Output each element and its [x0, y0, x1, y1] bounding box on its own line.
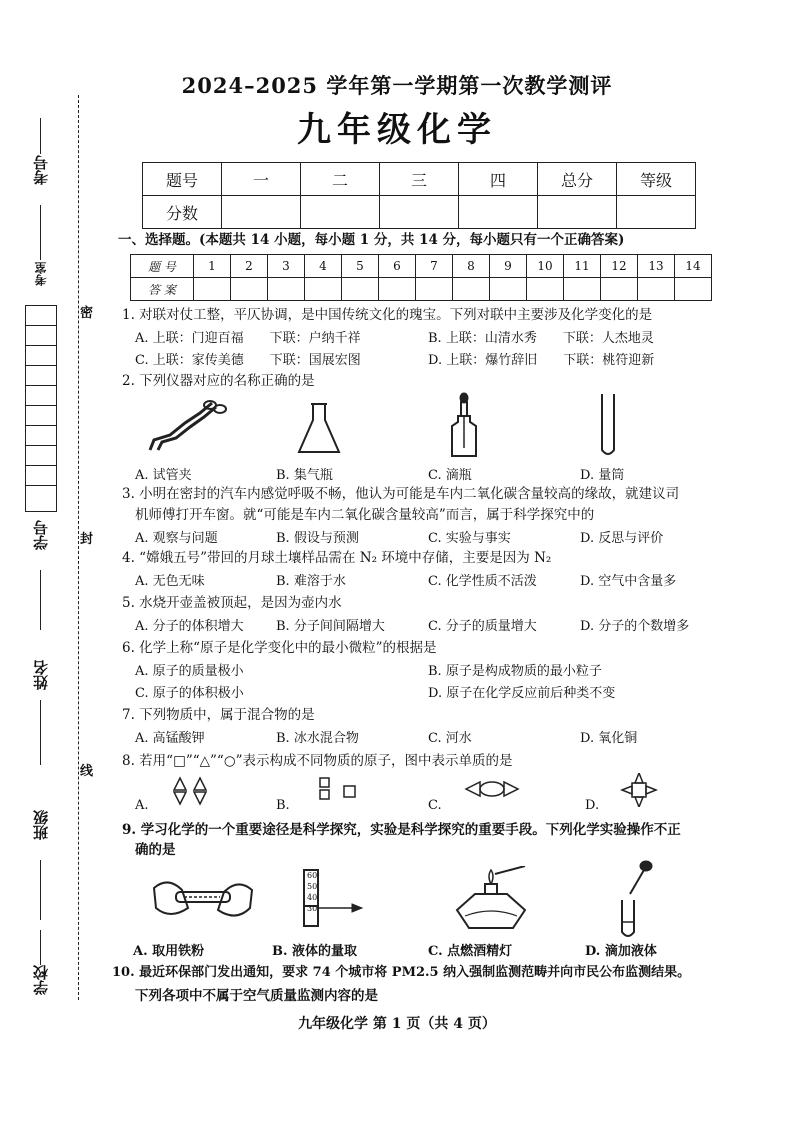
answer-row-label: 答 案: [131, 278, 194, 301]
triangle-circle-molecule-icon: [462, 776, 522, 802]
sidebar-xuehao-label: 学号: [32, 520, 50, 550]
sidebar-kaohao-label: 考号: [32, 155, 50, 185]
answer-number: 1: [194, 255, 231, 278]
q3-option-c: C. 实验与事实: [428, 531, 511, 546]
q5-option-d: D. 分子的个数增多: [580, 619, 690, 634]
cylinder-mark: 30: [307, 904, 318, 913]
q7-option-b: B. 冰水混合物: [276, 731, 359, 746]
q7-option-a: A. 高锰酸钾: [135, 731, 205, 746]
q4-option-c: C. 化学性质不活泼: [428, 574, 537, 589]
q3-stem-line2: 机师傅打开车窗。就“可能是车内二氧化碳含量较高”而言，属于科学探究中的: [135, 507, 595, 523]
answer-cell[interactable]: [342, 278, 379, 301]
q5-option-a: A. 分子的体积增大: [135, 619, 244, 634]
exam-title: 2024–2025 学年第一学期第一次教学测评: [181, 73, 613, 98]
q4-option-a: A. 无色无味: [135, 574, 205, 589]
xuehao-fill-line: [40, 570, 41, 630]
cylinder-mark: 60: [307, 871, 318, 880]
answer-cell[interactable]: [638, 278, 675, 301]
answer-cell[interactable]: [527, 278, 564, 301]
seal-feng: 封: [80, 532, 94, 547]
conical-flask-icon: [295, 400, 343, 458]
q6-option-d: D. 原子在化学反应前后种类不变: [428, 686, 616, 701]
sidebar-banji-label: 班级: [32, 810, 50, 840]
answer-number: 6: [379, 255, 416, 278]
answer-cell[interactable]: [268, 278, 305, 301]
square-atoms-icon: [318, 776, 362, 806]
double-triangle-molecule-icon: [172, 776, 212, 806]
dropper-tube-icon: [608, 860, 658, 940]
score-cell[interactable]: [617, 196, 696, 229]
answer-number-label: 题 号: [131, 255, 194, 278]
q10-stem-line1: 10. 最近环保部门发出通知，要求 74 个城市将 PM2.5 纳入强制监测范畴并向市民公布监测结果。: [112, 965, 691, 980]
q9-option-c: C. 点燃酒精灯: [428, 944, 513, 959]
answer-number: 8: [453, 255, 490, 278]
q5-option-b: B. 分子间间隔增大: [276, 619, 385, 634]
q3-stem-line1: 3. 小明在密封的汽车内感觉呼吸不畅，他认为可能是车内二氧化碳含量较高的缘故，就建议司: [122, 486, 680, 502]
banji-fill-line: [40, 860, 41, 920]
score-header-cell: 三: [380, 163, 459, 196]
score-cell[interactable]: [380, 196, 459, 229]
answer-cell[interactable]: [564, 278, 601, 301]
q5-option-c: C. 分子的质量增大: [428, 619, 537, 634]
answer-number: 12: [601, 255, 638, 278]
q7-option-c: C. 河水: [428, 731, 472, 746]
seal-dashed-line: [78, 95, 79, 1000]
q4-option-d: D. 空气中含量多: [580, 574, 677, 589]
q9-option-a: A. 取用铁粉: [133, 944, 205, 959]
q2-option-c: C. 滴瓶: [428, 468, 472, 483]
answer-number: 11: [564, 255, 601, 278]
score-table: [142, 162, 696, 229]
answer-number: 9: [490, 255, 527, 278]
q8-option-b: B.: [276, 798, 290, 813]
q2-option-b: B. 集气瓶: [276, 468, 333, 483]
q1-option-c: C. 上联：家传美德 下联：国展宏图: [135, 353, 361, 368]
q6-option-b: B. 原子是构成物质的最小粒子: [428, 664, 602, 679]
q10-stem-line2: 下列各项中不属于空气质量监测内容的是: [135, 988, 378, 1004]
q3-option-a: A. 观察与问题: [135, 531, 218, 546]
q8-stem: 8. 若用“□”“△”“○”表示构成不同物质的原子，图中表示单质的是: [122, 753, 513, 769]
section1-heading: 一、选择题。(本题共 14 小题，每小题 1 分，共 14 分，每小题只有一个正确答案): [118, 232, 625, 248]
xingming-fill-line: [40, 700, 41, 765]
score-header-cell: 四: [459, 163, 538, 196]
answer-number: 10: [527, 255, 564, 278]
student-number-boxes[interactable]: [25, 305, 57, 512]
page-footer: 九年级化学 第 1 页（共 4 页）: [298, 1016, 496, 1032]
sidebar-xuexiao-label: 学校: [32, 965, 50, 995]
q9-option-b: B. 液体的量取: [272, 944, 358, 959]
xuexiao-fill-line: [40, 930, 41, 965]
answer-cell[interactable]: [305, 278, 342, 301]
crucible-tongs-icon: [140, 395, 230, 455]
dropper-bottle-icon: [448, 392, 480, 460]
seal-xian: 线: [80, 764, 94, 779]
score-header-cell: 总分: [538, 163, 617, 196]
score-header-cell: 题号: [143, 163, 222, 196]
q6-option-c: C. 原子的体积极小: [135, 686, 244, 701]
q4-option-b: B. 难溶于水: [276, 574, 346, 589]
kaochang-fill-line: [40, 205, 41, 260]
answer-number: 5: [342, 255, 379, 278]
q5-stem: 5. 水烧开壶盖被顶起，是因为壶内水: [122, 595, 342, 611]
answer-cell[interactable]: [601, 278, 638, 301]
q8-option-c: C.: [428, 798, 442, 813]
q1-stem: 1. 对联对仗工整，平仄协调，是中国传统文化的瑰宝。下列对联中主要涉及化学变化的是: [122, 307, 653, 323]
score-header-cell: 二: [301, 163, 380, 196]
cylinder-mark: 50: [307, 882, 318, 891]
answer-table: [130, 254, 712, 301]
sidebar-kaochang-label: 考室: [34, 262, 48, 286]
q1-option-b: B. 上联：山清水秀 下联：人杰地灵: [428, 331, 654, 346]
score-cell[interactable]: [222, 196, 301, 229]
q9-stem-line2: 确的是: [135, 842, 176, 858]
score-header-cell: 一: [222, 163, 301, 196]
subject-title: 九年级化学: [297, 110, 497, 150]
test-tube-icon: [596, 392, 620, 460]
q7-option-d: D. 氧化铜: [580, 731, 638, 746]
q8-option-a: A.: [135, 798, 149, 813]
cylinder-scale-labels: [307, 870, 317, 914]
answer-number: 2: [231, 255, 268, 278]
answer-number: 14: [675, 255, 712, 278]
answer-cell[interactable]: [490, 278, 527, 301]
answer-cell[interactable]: [231, 278, 268, 301]
answer-number: 13: [638, 255, 675, 278]
q4-stem: 4. “嫦娥五号”带回的月球土壤样品需在 N₂ 环境中存储，主要是因为 N₂: [122, 550, 552, 566]
answer-cell[interactable]: [379, 278, 416, 301]
q7-stem: 7. 下列物质中，属于混合物的是: [122, 707, 315, 723]
answer-cell[interactable]: [194, 278, 231, 301]
q2-option-d: D. 量筒: [580, 468, 625, 483]
answer-number: 3: [268, 255, 305, 278]
answer-number: 7: [416, 255, 453, 278]
answer-cell[interactable]: [675, 278, 712, 301]
answer-cell[interactable]: [416, 278, 453, 301]
q9-option-d: D. 滴加液体: [585, 944, 657, 959]
hands-test-tube-icon: [148, 868, 258, 930]
square-triangle-molecule-icon: [620, 773, 660, 807]
q8-option-d: D.: [585, 798, 600, 813]
q1-option-d: D. 上联：爆竹辞旧 下联：桃符迎新: [428, 353, 655, 368]
q3-option-d: D. 反思与评价: [580, 531, 664, 546]
answer-number: 4: [305, 255, 342, 278]
sidebar-xingming-label: 姓名: [32, 660, 50, 690]
q6-option-a: A. 原子的质量极小: [135, 664, 244, 679]
q1-option-a: A. 上联：门迎百福 下联：户纳千祥: [135, 331, 361, 346]
score-cell[interactable]: [538, 196, 617, 229]
score-row-label: 分数: [143, 196, 222, 229]
cylinder-mark: 40: [307, 893, 318, 902]
seal-mi: 密: [80, 306, 94, 321]
score-cell[interactable]: [301, 196, 380, 229]
score-cell[interactable]: [459, 196, 538, 229]
q9-stem-line1: 9. 学习化学的一个重要途径是科学探究，实验是科学探究的重要手段。下列化学实验操作不正: [122, 822, 681, 838]
answer-cell[interactable]: [453, 278, 490, 301]
q2-stem: 2. 下列仪器对应的名称正确的是: [122, 373, 315, 389]
q6-stem: 6. 化学上称“原子是化学变化中的最小微粒”的根据是: [122, 640, 437, 656]
alcohol-lamp-icon: [455, 866, 535, 932]
score-header-cell: 等级: [617, 163, 696, 196]
q2-option-a: A. 试管夹: [135, 468, 192, 483]
q3-option-b: B. 假设与预测: [276, 531, 359, 546]
